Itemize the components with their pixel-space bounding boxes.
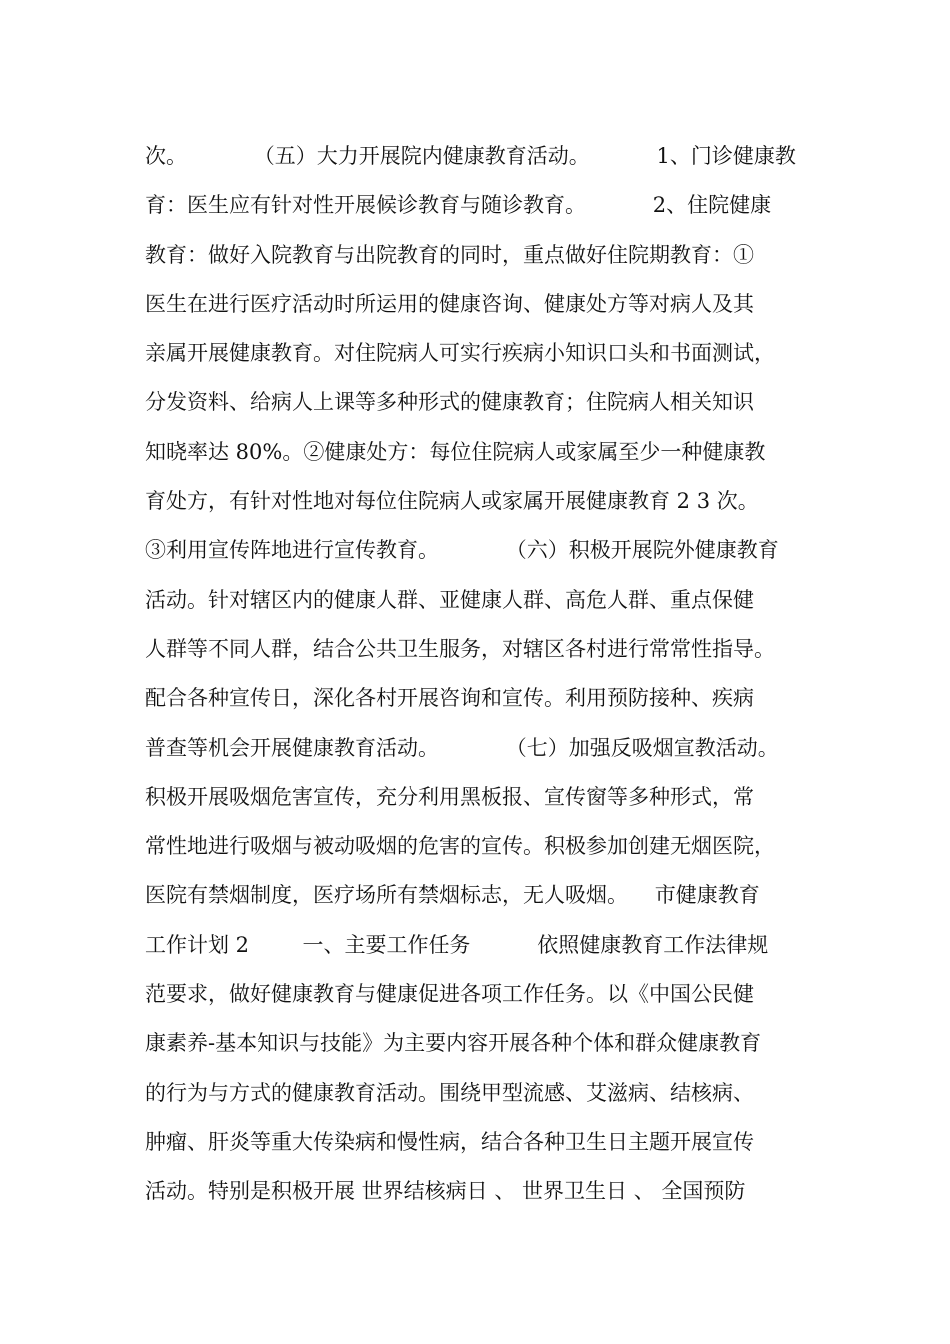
body-text <box>145 132 825 1217</box>
text-line: 的行为与方式的健康教育活动。围绕甲型流感、艾滋病、结核病、 <box>145 1080 754 1105</box>
text-line: 肿瘤、肝炎等重大传染病和慢性病，结合各种卫生日主题开展宣传 <box>145 1129 754 1154</box>
text-line: 人群等不同人群，结合公共卫生服务，对辖区各村进行常常性指导。 <box>145 636 775 661</box>
text-line: 普查等机会开展健康教育活动。 （七）加强反吸烟宣教活动。 <box>145 735 779 760</box>
text-line: 育处方，有针对性地对每位住院病人或家属开展健康教育 2 3 次。 <box>145 489 759 514</box>
text-line: 范要求，做好健康教育与健康促进各项工作任务。以《中国公民健 <box>145 982 754 1007</box>
text-line: 医院有禁烟制度，医疗场所有禁烟标志，无人吸烟。 市健康教育 <box>145 883 760 908</box>
text-line: 次。 （五）大力开展院内健康教育活动。 1、门诊健康教 <box>145 144 796 168</box>
text-line: 配合各种宣传日，深化各村开展咨询和宣传。利用预防接种、疾病 <box>145 686 754 711</box>
text-line: 活动。特别是积极开展 世界结核病日 、 世界卫生日 、 全国预防 <box>145 1179 746 1204</box>
text-line: 知晓率达 80%。②健康处方：每位住院病人或家属至少一种健康教 <box>145 439 766 464</box>
text-line: 医生在进行医疗活动时所运用的健康咨询、健康处方等对病人及其 <box>145 291 754 316</box>
text-line: 积极开展吸烟危害宣传，充分利用黑板报、宣传窗等多种形式，常 <box>145 784 754 809</box>
text-line: 分发资料、给病人上课等多种形式的健康教育；住院病人相关知识 <box>145 390 754 415</box>
text-line: 活动。针对辖区内的健康人群、亚健康人群、高危人群、重点保健 <box>145 587 754 612</box>
text-line: 育：医生应有针对性开展候诊教育与随诊教育。 2、住院健康 <box>145 193 772 218</box>
text-line: 常性地进行吸烟与被动吸烟的危害的宣传。积极参加创建无烟医院， <box>145 834 775 859</box>
text-line: 教育：做好入院教育与出院教育的同时，重点做好住院期教育：① <box>145 242 754 267</box>
text-line: 工作计划 2 一、主要工作任务 依照健康教育工作法律规 <box>145 932 769 957</box>
text-line: ③利用宣传阵地进行宣传教育。 （六）积极开展院外健康教育 <box>145 538 779 563</box>
text-line: 亲属开展健康教育。对住院病人可实行疾病小知识口头和书面测试， <box>145 341 775 366</box>
text-line: 康素养-基本知识与技能》为主要内容开展各种个体和群众健康教育 <box>145 1031 762 1056</box>
